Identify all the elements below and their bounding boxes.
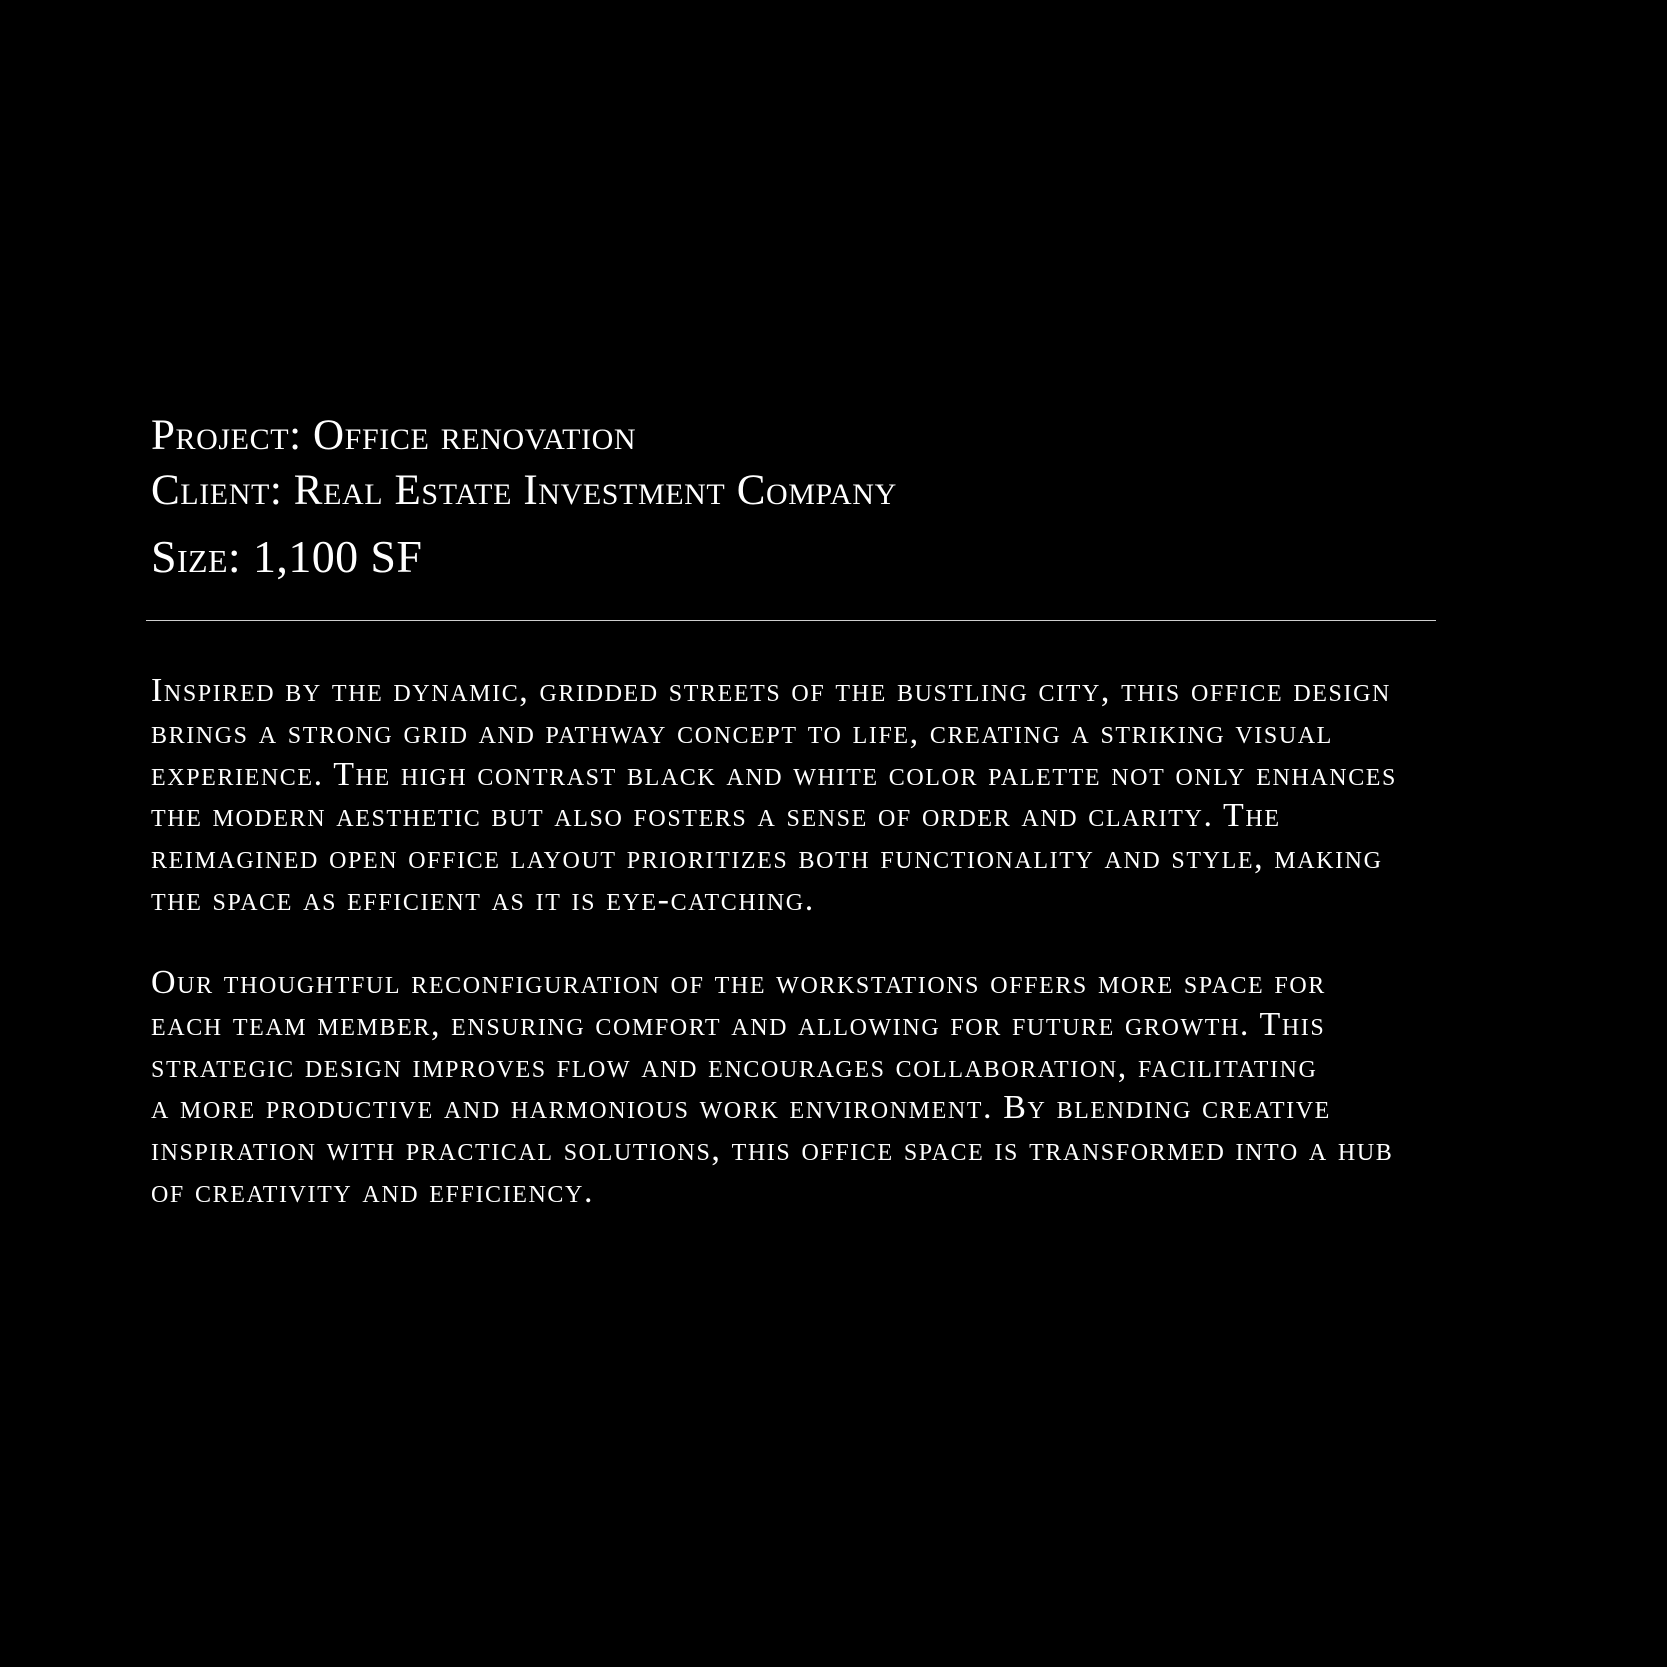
paragraph-line: Our thoughtful reconfiguration of the workstations offers more space for <box>151 964 1326 1001</box>
client-name: Client: Real Estate Investment Company <box>151 467 897 514</box>
paragraph-line: the space as efficient as it is eye-catching. <box>151 880 815 918</box>
project-size: Size: 1,100 SF <box>151 531 423 582</box>
paragraph-line: of creativity and efficiency. <box>151 1172 595 1210</box>
project-name: Project: Office renovation <box>151 412 637 459</box>
divider <box>146 620 1436 621</box>
paragraph-line: strategic design improves flow and encourages collaboration, facilitating <box>151 1047 1318 1085</box>
paragraph-line: the modern aesthetic but also fosters a sense of order and clarity. The <box>151 797 1281 835</box>
paragraph-line: each team member, ensuring comfort and allowing for future growth. This <box>151 1005 1326 1043</box>
paragraph-line: a more productive and harmonious work environment. By blending creative <box>151 1089 1331 1127</box>
paragraph-line: brings a strong grid and pathway concept to life, creating a striking visual <box>151 713 1333 751</box>
paragraph-line: experience. The high contrast black and white color palette not only enhances <box>151 755 1398 793</box>
description-paragraph-2 <box>151 962 1521 1213</box>
paragraph-line: Inspired by the dynamic, gridded streets of the bustling city, this office design <box>151 672 1391 709</box>
description-paragraph-1 <box>151 670 1521 921</box>
paragraph-line: inspiration with practical solutions, this office space is transformed into a hub <box>151 1131 1394 1169</box>
paragraph-line: reimagined open office layout prioritizes both functionality and style, making <box>151 839 1383 877</box>
